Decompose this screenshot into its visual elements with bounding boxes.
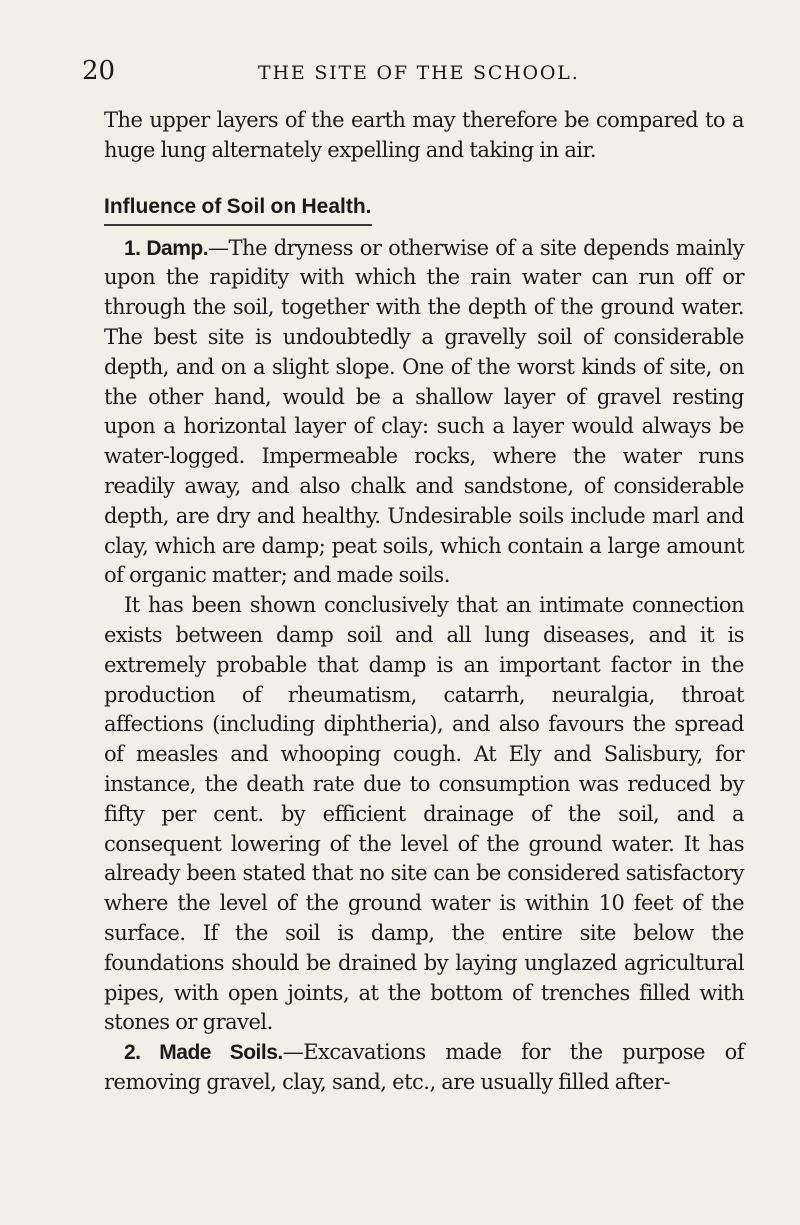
section-heading-wrap xyxy=(104,192,744,226)
item-made-soils-paragraph xyxy=(104,1038,744,1098)
page-number: 20 xyxy=(82,56,116,86)
item-made-soils-text: —Excavations made for the purpose of removing gravel, clay, sand, etc., are usually filled after- xyxy=(104,1040,744,1094)
running-head: THE SITE OF THE SCHOOL. xyxy=(258,62,580,84)
item-damp-text: —The dryness or otherwise of a site depends mainly upon the rapidity with which the rain water can run off or through the soil, together with the depth of the ground water. The best site is undoubtedly a gravelly soil of considerable depth, and on a slight slope. One of the worst kinds of site, on the other hand, would be a shallow layer of gravel resting upon a horizontal layer of clay: such a layer would always be water-logged. Impermeable rocks, where the water runs readily away, and also chalk and sandstone, of considerable depth, are dry and healthy. Undesirable soils include marl and clay, which are damp; peat soils, which contain a large amount of organic matter; and made soils. xyxy=(104,235,745,588)
item-damp-paragraph xyxy=(104,234,744,592)
intro-paragraph: The upper layers of the earth may therefore be compared to a huge lung alternately expelling and taking in air. xyxy=(104,108,744,162)
damp-health-text: It has been shown conclusively that an intimate connection exists between damp soil and all lung diseases, and it is extremely probable that damp is an important factor in the production of rheumatism, catarrh, neuralgia, throat affections (including diphtheria), and also favours the spread of measles and whooping cough. At Ely and Salisbury, for instance, the death rate due to consumption was reduced by fifty per cent. by efficient drainage of the soil, and a consequent lowering of the level of the ground water. It has already been stated that no site can be considered satisfactory where the level of the ground water is within 10 feet of the surface. If the soil is damp, the entire site below the foundations should be drained by laying unglazed agricultural pipes, with open joints, at the bottom of trenches filled with stones or gravel. xyxy=(104,593,744,1035)
section-heading: Influence of Soil on Health. xyxy=(104,193,372,226)
item-made-soils-heading: 2. Made Soils. xyxy=(124,1041,283,1065)
damp-health-paragraph xyxy=(104,591,744,1038)
item-damp-heading: 1. Damp. xyxy=(124,236,209,260)
body-text xyxy=(104,106,744,1098)
